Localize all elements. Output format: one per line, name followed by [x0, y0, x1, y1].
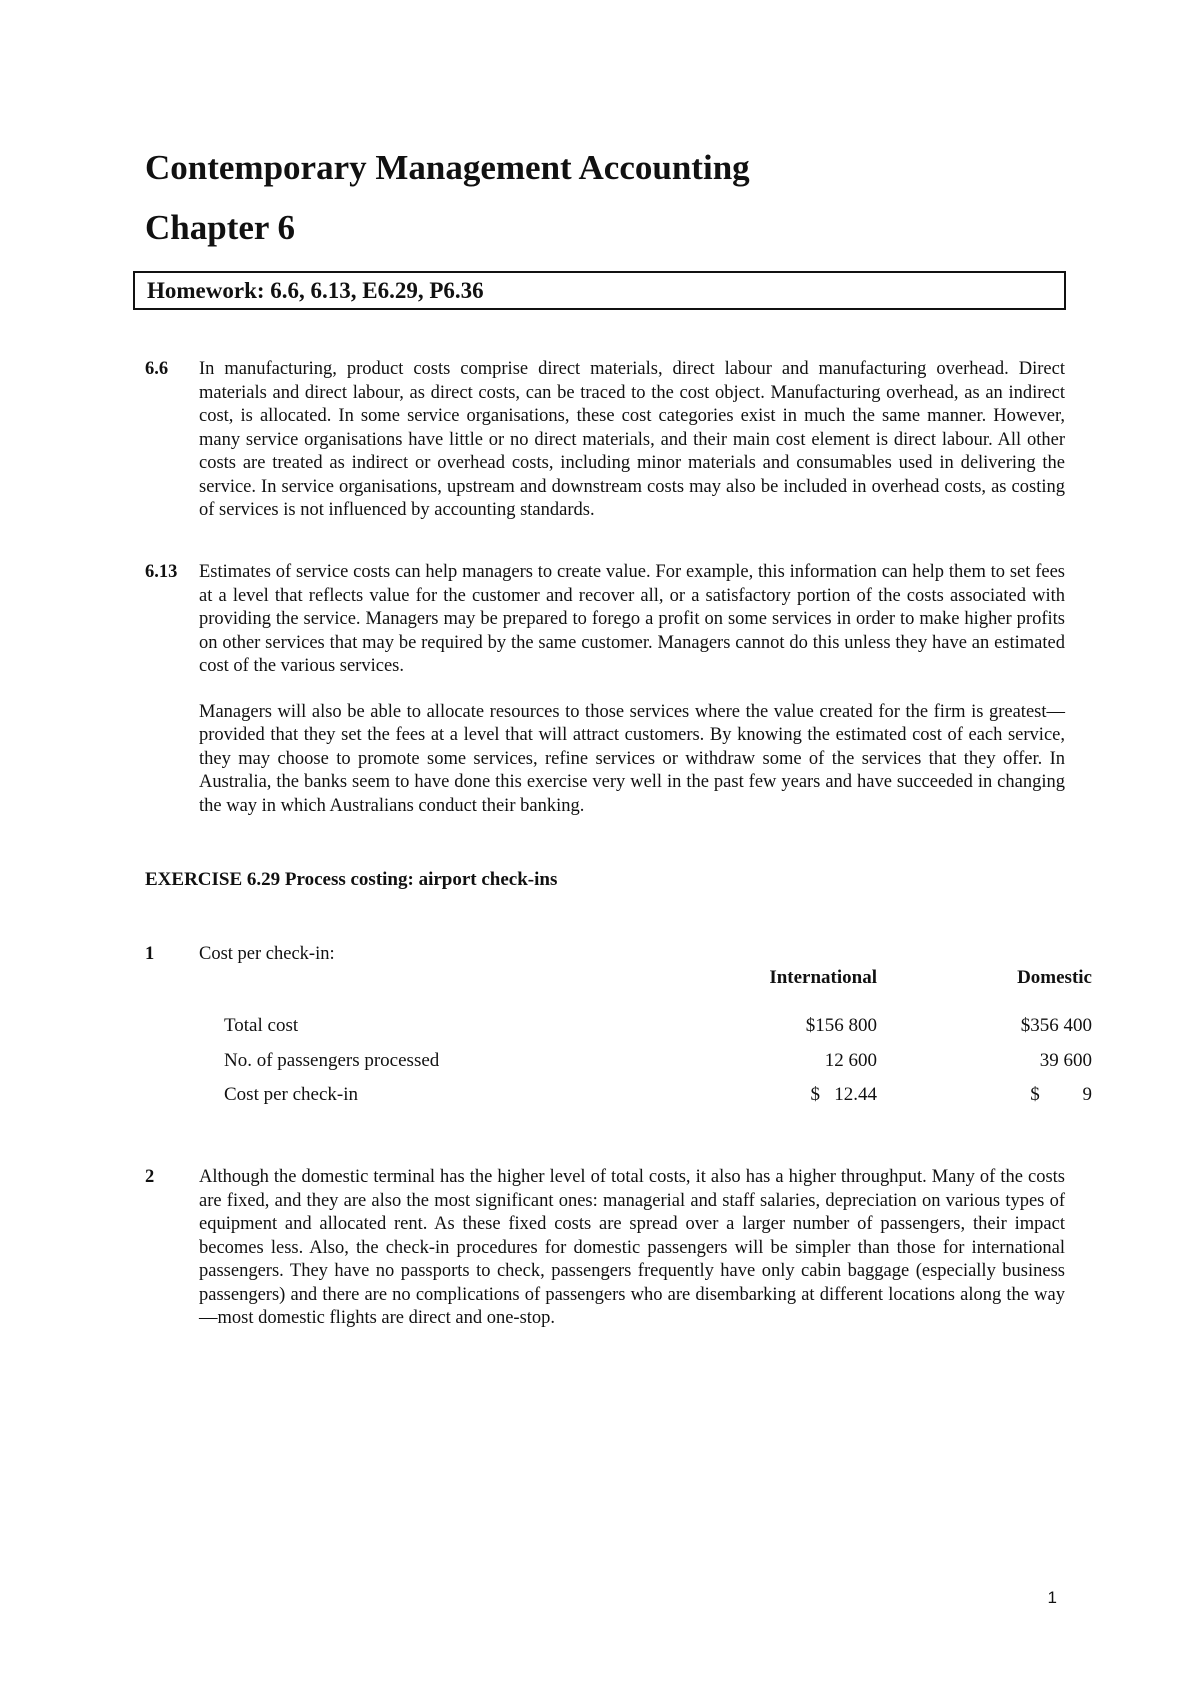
domestic-value: 39 600	[1039, 1050, 1092, 1071]
question-number: 6.13	[145, 562, 178, 582]
row-label: No. of passengers processed	[224, 1050, 440, 1071]
table-row	[145, 1049, 1092, 1073]
homework-box	[133, 271, 1066, 310]
table-row	[145, 1014, 1092, 1038]
document-title: Contemporary Management Accounting	[145, 148, 750, 187]
domestic-value: $356 400	[1020, 1015, 1092, 1036]
exercise-part-2	[145, 1166, 1065, 1353]
question-6-13	[145, 561, 1065, 840]
answer-paragraph: Managers will also be able to allocate resources to those services where the value created for the firm is greatest—provided that they set the fees at a level that will attract customers. By knowing the estimated cost of each service, they may choose to promote some services, refine services or withdraw some of the services that they offer. In Australia, the banks seem to have done this exercise very well in the past few years and have succeeded in changing the way in which Australians conduct their banking.	[199, 701, 1065, 816]
table-header-row	[145, 966, 1092, 990]
part-intro: Cost per check-in:	[199, 944, 335, 964]
column-header-international: International	[769, 967, 877, 988]
part-number: 1	[145, 944, 155, 964]
chapter-heading: Chapter 6	[145, 208, 296, 247]
answer-paragraph: In manufacturing, product costs comprise direct materials, direct labour and manufacturing overhead. Direct materials and direct labour, as direct costs, can be traced to the cost object. Manufacturing overhead, as an indirect cost, is allocated. In some service organisations, these cost categories exist in much the same manner. However, many service organisations have little or no direct materials, and their main cost element is direct labour. All other costs are treated as indirect or overhead costs, including minor materials and consumables used in delivering the service. In service organisations, upstream and downstream costs may also be included in overhead costs, as costing of services is not influenced by accounting standards.	[199, 359, 1065, 520]
table-row	[145, 1083, 1092, 1107]
row-label: Total cost	[224, 1015, 299, 1036]
answer-paragraph: Estimates of service costs can help managers to create value. For example, this information can help them to set fees at a level that reflects value for the customer and recover all, or a satisfactory portion of the costs associated with providing the service. Managers may be prepared to forego a profit on some services in order to make higher profits on other services that may be required by the same customer. Managers cannot do this unless they have an estimated cost of the various services.	[199, 562, 1065, 676]
exercise-part-1	[145, 943, 1065, 967]
international-value: $156 800	[805, 1015, 877, 1036]
international-value: $ 12.44	[810, 1084, 877, 1105]
column-header-domestic: Domestic	[1017, 967, 1092, 988]
row-label: Cost per check-in	[224, 1084, 359, 1105]
homework-label: Homework: 6.6, 6.13, E6.29, P6.36	[147, 278, 484, 303]
question-number: 6.6	[145, 359, 169, 379]
page-number: 1	[1047, 1588, 1057, 1607]
international-value: 12 600	[824, 1050, 877, 1071]
exercise-heading: EXERCISE 6.29 Process costing: airport check-ins	[145, 869, 558, 890]
domestic-value: $ 9	[1030, 1084, 1092, 1105]
question-6-6	[145, 358, 1065, 545]
part-number: 2	[145, 1167, 155, 1187]
answer-paragraph: Although the domestic terminal has the higher level of total costs, it also has a higher throughput. Many of the costs are fixed, and they are also the most significant ones: managerial and staff salaries, depreciation on various types of equipment and allocated rent. As these fixed costs are spread over a larger number of passengers, their impact becomes less. Also, the check-in procedures for domestic passengers will be simpler than those for international passengers. They have no passports to check, passengers frequently have only cabin baggage (especially business passengers) and there are no complications of passengers who are disembarking at different locations along the way—most domestic flights are direct and one-stop.	[199, 1167, 1065, 1328]
